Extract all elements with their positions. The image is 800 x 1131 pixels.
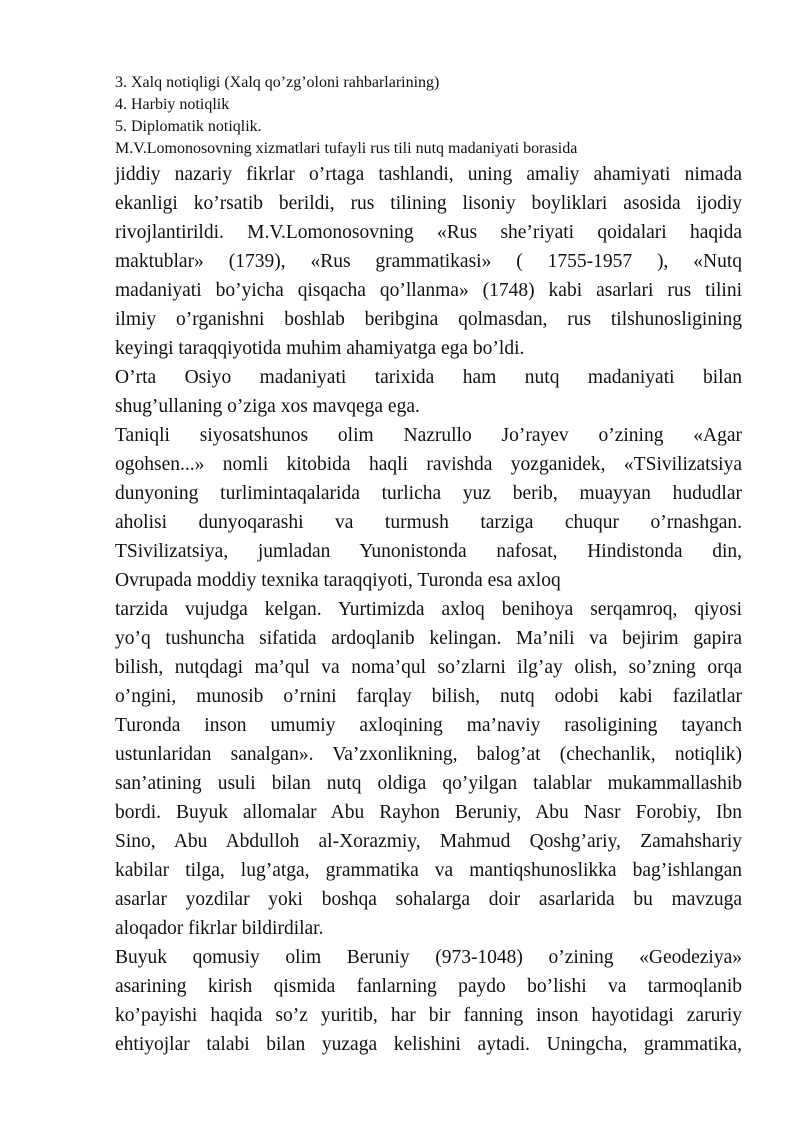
text-line: asarining kirish qismida fanlarning paydo bo’lishi va tarmoqlanib bbox=[115, 976, 742, 997]
text-line: ogohsen...» nomli kitobida haqli ravishda yozganidek, «TSivilizatsiya bbox=[115, 454, 742, 475]
list-item: 5. Diplomatik notiqlik. bbox=[115, 118, 262, 135]
notiqlik-list bbox=[115, 72, 742, 138]
text-line: aloqador fikrlar bildirdilar. bbox=[115, 918, 324, 939]
text-line: Taniqli siyosatshunos olim Nazrullo Jo’rayev o’zining «Agar bbox=[115, 425, 742, 446]
text-line: asarlar yozdilar yoki boshqa sohalarga doir asarlarida bu mavzuga bbox=[115, 889, 742, 910]
text-line: san’atining usuli bilan nutq oldiga qo’yilgan talablar mukammallashib bbox=[115, 773, 742, 794]
text-line: ekanligi ko’rsatib berildi, rus tilining lisoniy boyliklari asosida ijodiy bbox=[115, 193, 742, 214]
text-line: maktublar» (1739), «Rus grammatikasi» ( 1755-1957 ), «Nutq bbox=[115, 251, 742, 272]
text-line: ehtiyojlar talabi bilan yuzaga kelishini aytadi. Uningcha, grammatika, bbox=[115, 1034, 742, 1055]
text-line: Buyuk qomusiy olim Beruniy (973-1048) o’zining «Geodeziya» bbox=[115, 947, 742, 968]
paragraph bbox=[115, 421, 742, 595]
text-line: rivojlantirildi. M.V.Lomonosovning «Rus she’riyati qoidalari haqida bbox=[115, 222, 742, 243]
text-line: ustunlaridan sanalgan». Va’zxonlikning, balog’at (chechanlik, notiqlik) bbox=[115, 744, 742, 765]
text-line: Ovrupada moddiy texnika taraqqiyoti, Turonda esa axloq bbox=[115, 570, 561, 591]
text-line: ilmiy o’rganishni boshlab beribgina qolmasdan, rus tilshunosligining bbox=[115, 309, 742, 330]
text-line: tarzida vujudga kelgan. Yurtimizda axloq benihoya serqamroq, qiyosi bbox=[115, 599, 742, 620]
paragraph bbox=[115, 160, 742, 363]
text-line: o’ngini, munosib o’rnini farqlay bilish, nutq odobi kabi fazilatlar bbox=[115, 686, 742, 707]
text-line: aholisi dunyoqarashi va turmush tarziga chuqur o’rnashgan. bbox=[115, 512, 742, 533]
text-line: ko’payishi haqida so’z yuritib, har bir fanning inson hayotidagi zaruriy bbox=[115, 1005, 742, 1026]
text-line: dunyoning turlimintaqalarida turlicha yuz berib, muayyan hududlar bbox=[115, 483, 742, 504]
document-page bbox=[115, 72, 742, 1059]
paragraph bbox=[115, 595, 742, 943]
text-line: TSivilizatsiya, jumladan Yunonistonda nafosat, Hindistonda din, bbox=[115, 541, 742, 562]
text-line: shug’ullaning o’ziga xos mavqega ega. bbox=[115, 396, 420, 417]
paragraph bbox=[115, 943, 742, 1059]
paragraph bbox=[115, 363, 742, 421]
body-text bbox=[115, 160, 742, 1059]
text-line: Turonda inson umumiy axloqining ma’naviy rasoligining tayanch bbox=[115, 715, 742, 736]
text-line: madaniyati bo’yicha qisqacha qo’llanma» (1748) kabi asarlari rus tilini bbox=[115, 280, 742, 301]
intro-line: M.V.Lomonosovning xizmatlari tufayli rus tili nutq madaniyati borasida bbox=[115, 140, 578, 157]
text-line: O’rta Osiyo madaniyati tarixida ham nutq madaniyati bilan bbox=[115, 367, 742, 388]
text-line: kabilar tilga, lug’atga, grammatika va mantiqshunoslikka bag’ishlangan bbox=[115, 860, 742, 881]
list-item: 3. Xalq notiqligi (Xalq qo’zg’oloni rahbarlarining) bbox=[115, 74, 440, 91]
text-line: Sino, Abu Abdulloh al-Xorazmiy, Mahmud Qoshg’ariy, Zamahshariy bbox=[115, 831, 742, 852]
text-line: keyingi taraqqiyotida muhim ahamiyatga ega bo’ldi. bbox=[115, 338, 525, 359]
text-line: bilish, nutqdagi ma’qul va noma’qul so’zlarni ilg’ay olish, so’zning orqa bbox=[115, 657, 742, 678]
text-line: yo’q tushuncha sifatida ardoqlanib kelingan. Ma’nili va bejirim gapira bbox=[115, 628, 742, 649]
list-item: 4. Harbiy notiqlik bbox=[115, 96, 230, 113]
text-line: jiddiy nazariy fikrlar o’rtaga tashlandi, uning amaliy ahamiyati nimada bbox=[115, 164, 742, 185]
text-line: bordi. Buyuk allomalar Abu Rayhon Beruniy, Abu Nasr Forobiy, Ibn bbox=[115, 802, 742, 823]
